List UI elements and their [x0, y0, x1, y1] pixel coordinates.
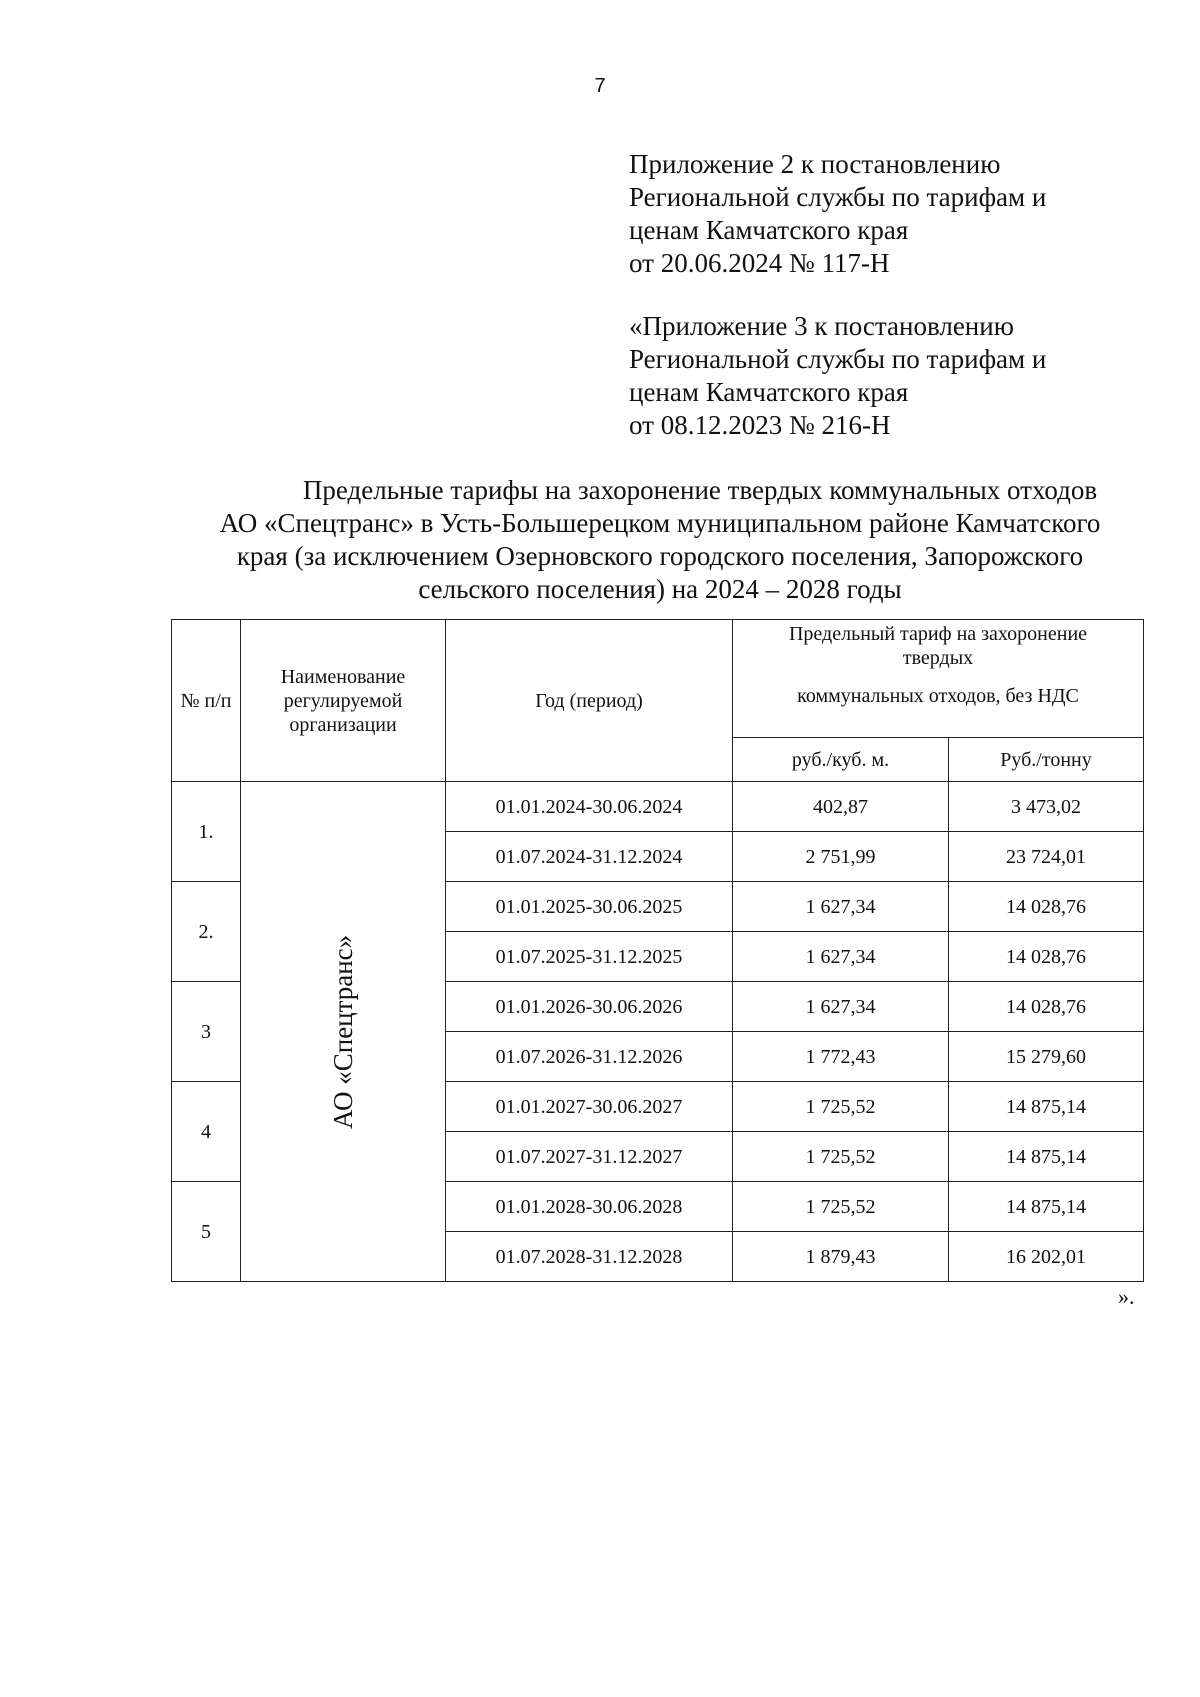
- header-tariff-line: твердых: [902, 647, 974, 669]
- appendix-line: Приложение 2 к постановлению: [629, 149, 1001, 179]
- per-cube-cell: 402,87: [733, 782, 949, 832]
- period-cell: 01.07.2024-31.12.2024: [446, 832, 733, 882]
- header-period: Год (период): [446, 620, 733, 782]
- row-number: 4: [172, 1082, 241, 1182]
- per-ton-cell: 14 875,14: [949, 1182, 1144, 1232]
- title-line: АО «Спецтранс» в Усть-Большерецком муниципальном районе Камчатского: [219, 508, 1101, 538]
- per-cube-cell: 1 725,52: [733, 1082, 949, 1132]
- appendix-amended-reference: [629, 310, 1149, 442]
- period-cell: 01.07.2028-31.12.2028: [446, 1232, 733, 1282]
- per-cube-cell: 1 725,52: [733, 1182, 949, 1232]
- per-cube-cell: 1 772,43: [733, 1032, 949, 1082]
- period-cell: 01.01.2028-30.06.2028: [446, 1182, 733, 1232]
- appendix-line: ценам Камчатского края: [629, 215, 909, 245]
- period-cell: 01.01.2026-30.06.2026: [446, 982, 733, 1032]
- table-row: [172, 782, 1144, 832]
- appendix-line: Региональной службы по тарифам и: [629, 344, 1047, 374]
- period-cell: 01.07.2026-31.12.2026: [446, 1032, 733, 1082]
- per-cube-cell: 1 627,34: [733, 982, 949, 1032]
- per-ton-cell: 23 724,01: [949, 832, 1144, 882]
- row-number: 2.: [172, 882, 241, 982]
- appendix-current-reference: [629, 148, 1149, 280]
- header-organization: Наименование регулируемой организации: [241, 620, 446, 782]
- per-cube-cell: 1 725,52: [733, 1132, 949, 1182]
- appendix-line: Региональной службы по тарифам и: [629, 182, 1047, 212]
- per-ton-cell: 15 279,60: [949, 1032, 1144, 1082]
- period-cell: 01.01.2027-30.06.2027: [446, 1082, 733, 1132]
- title-line: Предельные тарифы на захоронение твердых коммунальных отходов: [302, 475, 1098, 505]
- appendix-line: от 08.12.2023 № 216-Н: [629, 410, 891, 440]
- per-ton-cell: 3 473,02: [949, 782, 1144, 832]
- page-number: 7: [594, 75, 606, 97]
- per-cube-cell: 1 879,43: [733, 1232, 949, 1282]
- per-ton-cell: 14 028,76: [949, 882, 1144, 932]
- per-cube-cell: 1 627,34: [733, 932, 949, 982]
- per-ton-cell: 14 028,76: [949, 982, 1144, 1032]
- row-number: 5: [172, 1182, 241, 1282]
- header-tariff-line: Предельный тариф на захоронение: [788, 623, 1088, 645]
- header-per-ton: Руб./тонну: [949, 738, 1144, 782]
- header-per-cube: руб./куб. м.: [733, 738, 949, 782]
- table-header-row: [172, 620, 1144, 738]
- closing-quote-mark: ».: [1118, 1284, 1135, 1309]
- row-number: 3: [172, 982, 241, 1082]
- period-cell: 01.07.2027-31.12.2027: [446, 1132, 733, 1182]
- organization-name: АО «Спецтранс»: [328, 934, 358, 1129]
- row-number: 1.: [172, 782, 241, 882]
- period-cell: 01.01.2024-30.06.2024: [446, 782, 733, 832]
- appendix-line: «Приложение 3 к постановлению: [629, 311, 1014, 341]
- tariff-table: [171, 619, 1144, 1282]
- per-ton-cell: 14 875,14: [949, 1132, 1144, 1182]
- per-ton-cell: 16 202,01: [949, 1232, 1144, 1282]
- appendix-line: от 20.06.2024 № 117-Н: [629, 248, 890, 278]
- header-tariff: [733, 620, 1144, 738]
- document-title: [160, 474, 1160, 606]
- per-cube-cell: 1 627,34: [733, 882, 949, 932]
- organization-cell: [241, 782, 446, 1282]
- header-tariff-line: коммунальных отходов, без НДС: [797, 685, 1079, 707]
- title-line: сельского поселения) на 2024 – 2028 годы: [418, 574, 902, 604]
- appendix-line: ценам Камчатского края: [629, 377, 909, 407]
- title-line: края (за исключением Озерновского городского поселения, Запорожского: [236, 541, 1084, 571]
- per-cube-cell: 2 751,99: [733, 832, 949, 882]
- header-num: № п/п: [172, 620, 241, 782]
- period-cell: 01.01.2025-30.06.2025: [446, 882, 733, 932]
- per-ton-cell: 14 875,14: [949, 1082, 1144, 1132]
- per-ton-cell: 14 028,76: [949, 932, 1144, 982]
- period-cell: 01.07.2025-31.12.2025: [446, 932, 733, 982]
